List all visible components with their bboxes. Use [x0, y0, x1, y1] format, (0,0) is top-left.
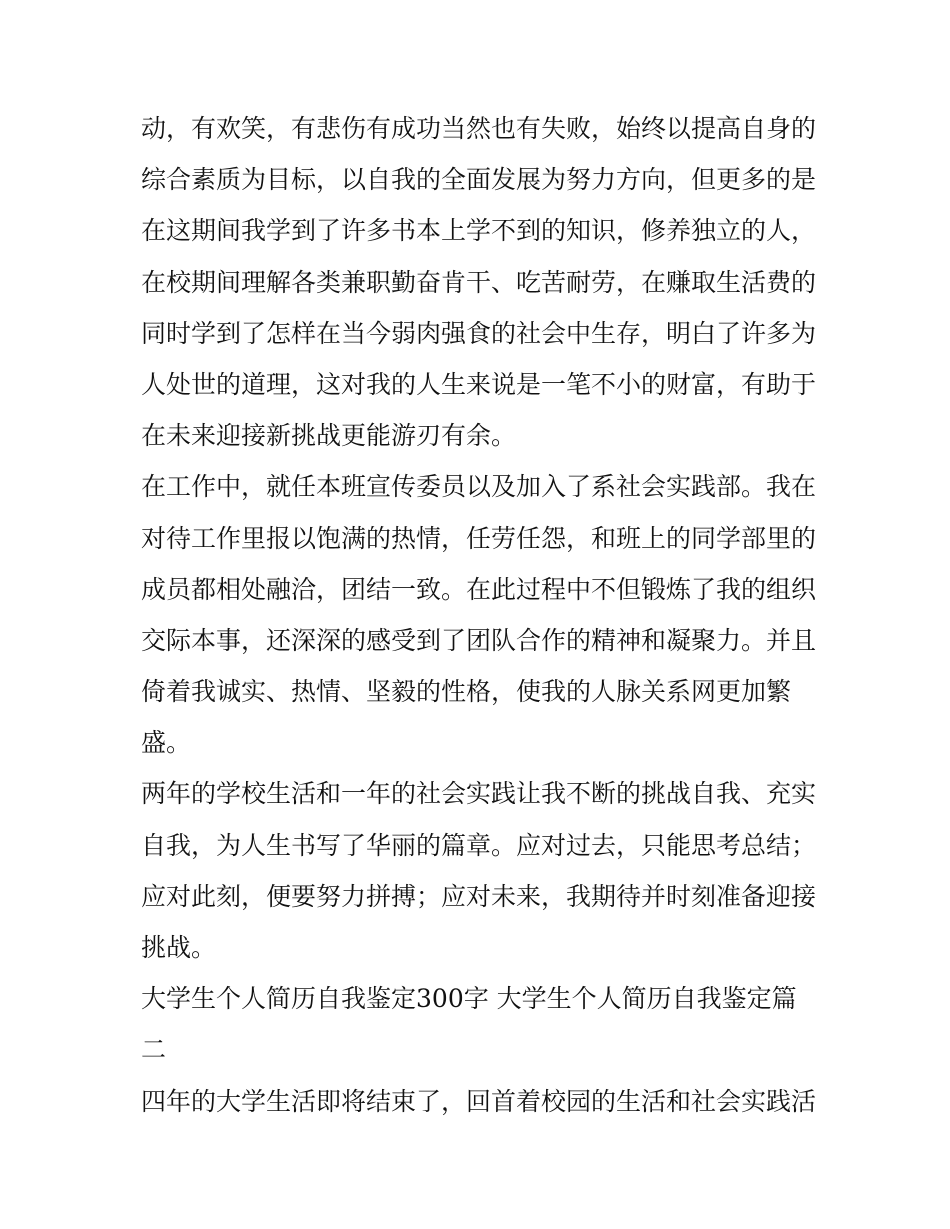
- text-line: 动，有欢笑，有悲伤有成功当然也有失败，始终以提高自身的: [141, 114, 817, 143]
- text-line: 在工作中，就任本班宣传委员以及加入了系社会实践部。我在: [141, 472, 817, 502]
- text-line: 倚着我诚实、热情、坚毅的性格，使我的人脉关系网更加繁: [141, 677, 792, 707]
- text-line: 对待工作里报以饱满的热情，任劳任怨，和班上的同学部里的: [141, 523, 817, 553]
- text-line: 应对此刻，便要努力拼搏；应对未来，我期待并时刻准备迎接: [141, 881, 817, 911]
- section-heading-line: 二: [141, 1035, 167, 1065]
- text-line: 成员都相处融洽，团结一致。在此过程中不但锻炼了我的组织: [141, 574, 817, 604]
- text-line: 综合素质为目标，以自我的全面发展为努力方向，但更多的是: [141, 165, 817, 195]
- text-line: 盛。: [141, 728, 192, 758]
- text-line: 交际本事，还深深的感受到了团队合作的精神和凝聚力。并且: [141, 625, 817, 655]
- text-line: 在未来迎接新挑战更能游刃有余。: [141, 421, 517, 451]
- text-line: 四年的大学生活即将结束了，回首着校园的生活和社会实践活: [141, 1086, 817, 1116]
- text-line: 两年的学校生活和一年的社会实践让我不断的挑战自我、充实: [141, 779, 817, 809]
- text-line: 人处世的道理，这对我的人生来说是一笔不小的财富，有助于: [141, 369, 817, 399]
- text-line: 挑战。: [141, 933, 217, 962]
- text-line: 自我，为人生书写了华丽的篇章。应对过去，只能思考总结；: [141, 830, 817, 860]
- text-line: 在校期间理解各类兼职勤奋肯干、吃苦耐劳，在赚取生活费的: [141, 267, 817, 297]
- text-line: 同时学到了怎样在当今弱肉强食的社会中生存，明白了许多为: [141, 318, 817, 348]
- body-text: [141, 103, 817, 1127]
- section-heading-line: 大学生个人简历自我鉴定300字 大学生个人简历自我鉴定篇: [141, 984, 797, 1014]
- text-line: 在这期间我学到了许多书本上学不到的知识，修养独立的人，: [141, 216, 817, 246]
